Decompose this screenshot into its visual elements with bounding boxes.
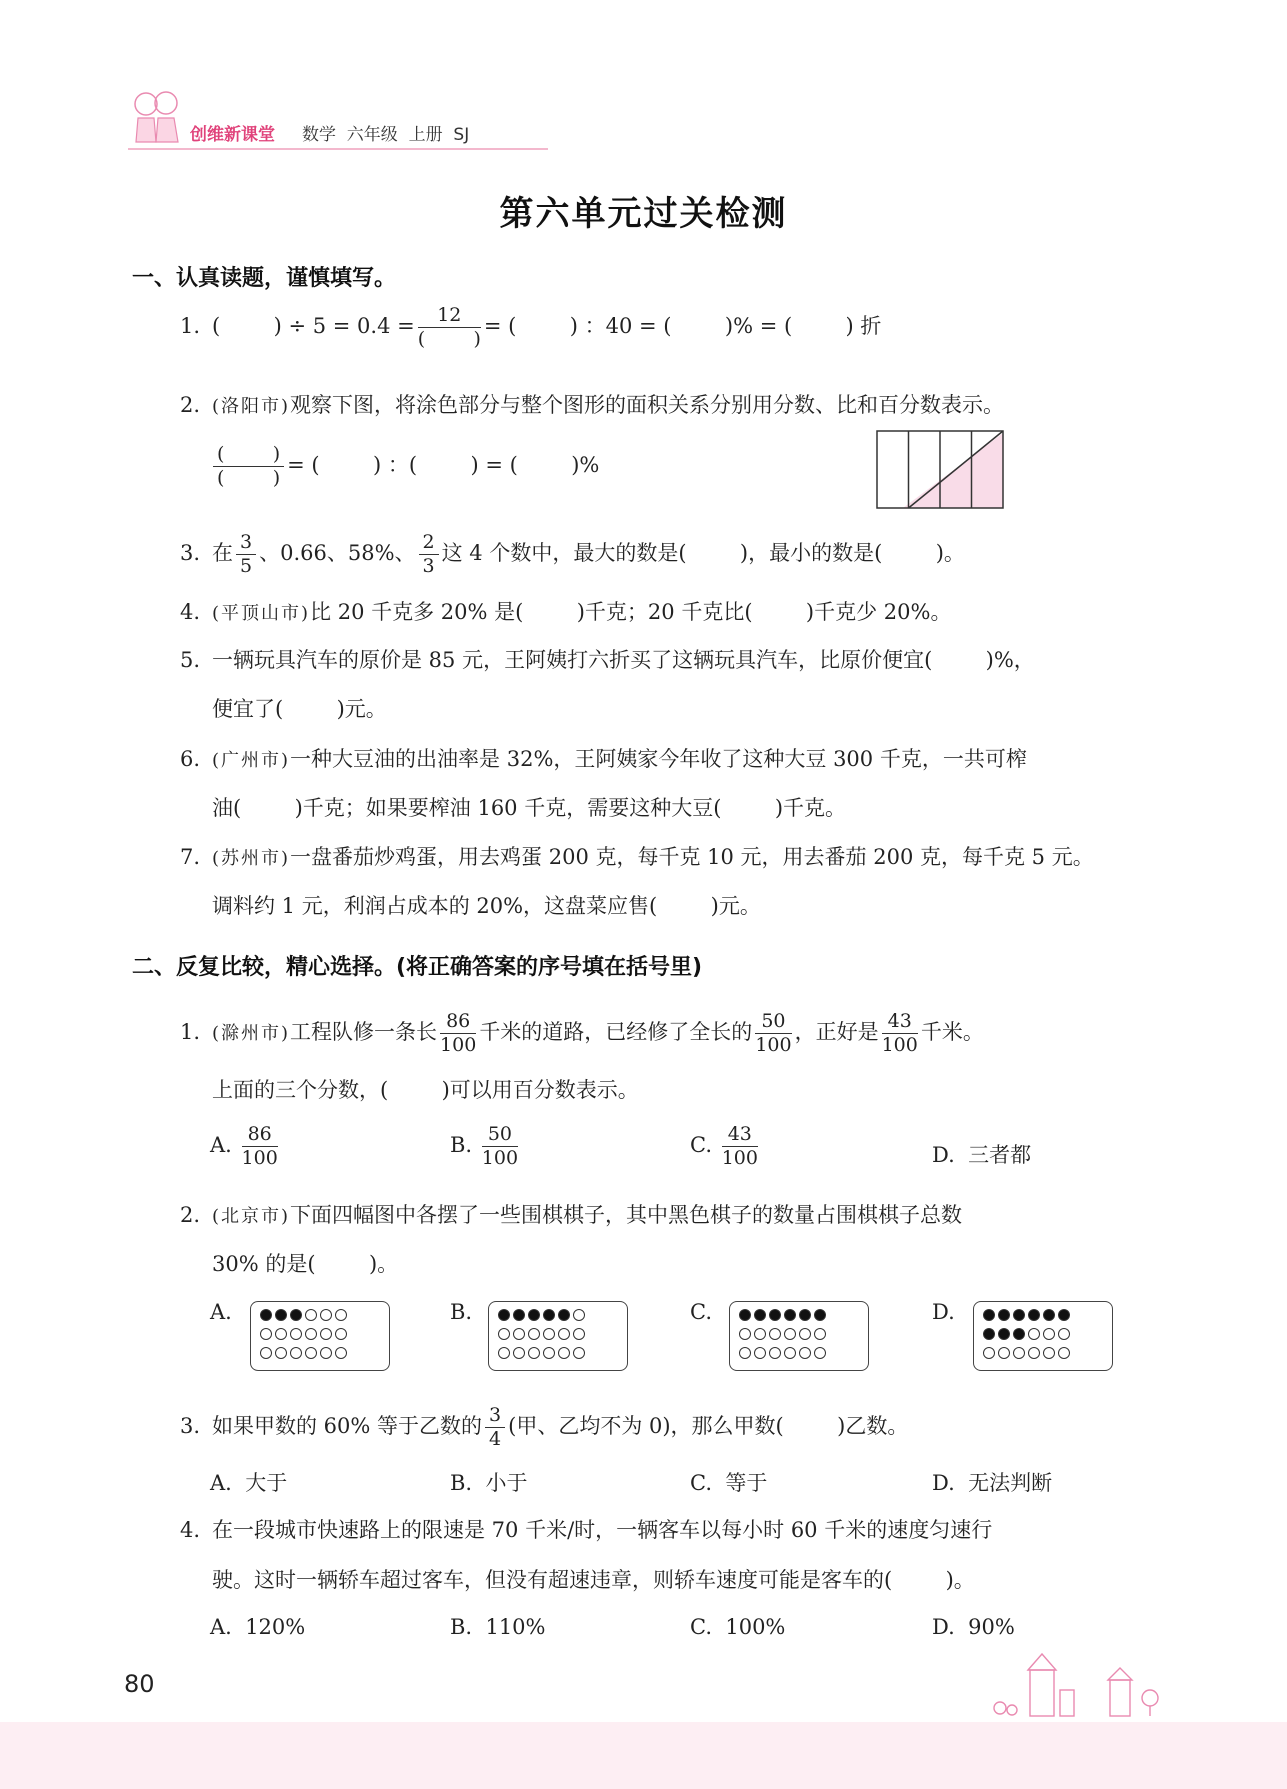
white-stone <box>528 1347 540 1359</box>
stone-row <box>739 1347 826 1363</box>
s1-q7-line2: 调料约 1 元，利润占成本的 20%，这盘菜应售( )元。 <box>212 894 761 918</box>
stone-row <box>498 1347 585 1363</box>
white-stone <box>558 1328 570 1340</box>
white-stone <box>1058 1347 1070 1359</box>
white-stone <box>998 1347 1010 1359</box>
black-stone <box>543 1309 555 1321</box>
white-stone <box>754 1328 766 1340</box>
question-source: (洛阳市) <box>212 396 291 417</box>
question-number: 6. <box>180 747 201 771</box>
stone-row <box>739 1328 826 1344</box>
s1-q5-line2: 便宜了( )元。 <box>212 697 387 721</box>
question-source: (平顶山市) <box>212 603 311 624</box>
section-2-heading: 二、反复比较，精心选择。(将正确答案的序号填在括号里) <box>132 955 703 980</box>
question-number: 4. <box>180 600 201 624</box>
white-stone <box>290 1347 302 1359</box>
question-source: (滁州市) <box>212 1023 291 1044</box>
fraction: $\frac{12}{( )}$ <box>417 304 481 350</box>
black-stone <box>558 1309 570 1321</box>
s1-q2: 2. (洛阳市)观察下图，将涂色部分与整个图形的面积关系分别用分数、比和百分数表示。 <box>180 390 1004 422</box>
question-number: 3. <box>180 1414 201 1438</box>
s2-q1-option-b[interactable]: B. $\frac{50}{100}$ <box>450 1123 519 1169</box>
white-stone <box>320 1347 332 1359</box>
s2-q3: 3. 如果甲数的 60% 等于乙数的 $\frac{3}{4}$ (甲、乙均不为 0)，那么甲数( )乙数。 <box>180 1404 909 1450</box>
black-stone <box>1013 1328 1025 1340</box>
black-stone <box>260 1309 272 1321</box>
black-stone <box>739 1309 751 1321</box>
page-title: 第六单元过关检测 <box>499 194 788 234</box>
s2-q4-option-b[interactable]: B. 110% <box>450 1615 546 1639</box>
s2-q2-option-b[interactable]: B. <box>450 1300 473 1324</box>
white-stone <box>739 1328 751 1340</box>
black-stone <box>769 1309 781 1321</box>
white-stone <box>335 1309 347 1321</box>
black-stone <box>784 1309 796 1321</box>
white-stone <box>739 1347 751 1359</box>
white-stone <box>305 1328 317 1340</box>
s2-q4-option-a[interactable]: A. 120% <box>210 1615 306 1639</box>
white-stone <box>573 1328 585 1340</box>
header-logo: 创维新课堂 <box>190 125 275 145</box>
stone-row <box>260 1347 347 1363</box>
question-source: (北京市) <box>212 1206 291 1227</box>
fraction: $\frac{86}{100}$ <box>440 1010 477 1056</box>
white-stone <box>498 1347 510 1359</box>
white-stone <box>814 1347 826 1359</box>
black-stone <box>1043 1309 1055 1321</box>
s1-q3: 3. 在 $\frac{3}{5}$ 、0.66、58%、 $\frac{2}{3}$ 这 4 个数中，最大的数是( )，最小的数是( )。 <box>180 531 965 577</box>
black-stone <box>275 1309 287 1321</box>
footer-castle-illustration <box>960 1650 1170 1720</box>
s2-q4: 4. 在一段城市快速路上的限速是 70 千米/时，一辆客车以每小时 60 千米的速度匀速行 <box>180 1515 992 1545</box>
black-stone <box>513 1309 525 1321</box>
question-number: 4. <box>180 1518 201 1542</box>
black-stone <box>998 1309 1010 1321</box>
stone-row <box>983 1347 1070 1363</box>
stone-row <box>983 1309 1070 1325</box>
s2-q3-option-a[interactable]: A. 大于 <box>210 1471 288 1495</box>
white-stone <box>573 1309 585 1321</box>
white-stone <box>769 1347 781 1359</box>
go-board-a <box>250 1301 390 1371</box>
white-stone <box>754 1347 766 1359</box>
black-stone <box>528 1309 540 1321</box>
question-source: (广州市) <box>212 750 291 771</box>
question-number: 7. <box>180 845 201 869</box>
s2-q4-line2: 驶。这时一辆轿车超过客车，但没有超速违章，则轿车速度可能是客车的( )。 <box>212 1568 975 1592</box>
white-stone <box>305 1347 317 1359</box>
s2-q4-option-d[interactable]: D. 90% <box>932 1615 1015 1639</box>
white-stone <box>260 1328 272 1340</box>
s2-q1-option-d[interactable]: D. 三者都 <box>932 1143 1032 1167</box>
white-stone <box>799 1328 811 1340</box>
section-1-heading: 一、认真读题，谨慎填写。 <box>132 266 397 291</box>
s2-q1-line2: 上面的三个分数，( )可以用百分数表示。 <box>212 1078 639 1102</box>
page-number: 80 <box>124 1670 155 1698</box>
white-stone <box>335 1347 347 1359</box>
white-stone <box>290 1328 302 1340</box>
question-number: 2. <box>180 1203 201 1227</box>
s2-q2-line2: 30% 的是( )。 <box>212 1252 399 1276</box>
fraction: $\frac{3}{5}$ <box>236 533 256 576</box>
stone-row <box>498 1309 585 1325</box>
s2-q1: 1. (滁州市)工程队修一条长 $\frac{86}{100}$ 千米的道路，已经修了全长的 $\frac{50}{100}$ ，正好是 $\frac{43}{100}$ 千米。 <box>180 1010 984 1056</box>
question-source: (苏州市) <box>212 848 291 869</box>
shaded-rectangle-figure <box>876 430 1006 510</box>
white-stone <box>335 1328 347 1340</box>
white-stone <box>498 1328 510 1340</box>
fraction: $\frac{43}{100}$ <box>881 1010 918 1056</box>
white-stone <box>1028 1347 1040 1359</box>
white-stone <box>1028 1328 1040 1340</box>
stone-row <box>983 1328 1070 1344</box>
white-stone <box>320 1309 332 1321</box>
black-stone <box>814 1309 826 1321</box>
white-stone <box>275 1347 287 1359</box>
go-board-d <box>973 1301 1113 1371</box>
header-illustration <box>128 88 184 150</box>
black-stone <box>290 1309 302 1321</box>
s1-q2-answer-line: $\frac{( )}{( )}$ = ( ) ：( ) = ( )% <box>210 445 599 488</box>
black-stone <box>498 1309 510 1321</box>
white-stone <box>1013 1347 1025 1359</box>
s1-q6-line2: 油( )千克；如果要榨油 160 千克，需要这种大豆( )千克。 <box>212 796 847 820</box>
white-stone <box>305 1309 317 1321</box>
stone-row <box>260 1328 347 1344</box>
s2-q2-option-a[interactable]: A. <box>210 1300 232 1324</box>
go-board-c <box>729 1301 869 1371</box>
fraction: $\frac{( )}{( )}$ <box>213 445 284 488</box>
white-stone <box>784 1347 796 1359</box>
white-stone <box>1058 1328 1070 1340</box>
white-stone <box>513 1347 525 1359</box>
white-stone <box>1043 1347 1055 1359</box>
header-book-info: 数学 六年级 上册 SJ <box>302 125 470 145</box>
white-stone <box>799 1347 811 1359</box>
black-stone <box>754 1309 766 1321</box>
white-stone <box>260 1347 272 1359</box>
white-stone <box>320 1328 332 1340</box>
white-stone <box>275 1328 287 1340</box>
s1-q4: 4. (平顶山市)比 20 千克多 20% 是( )千克；20 千克比( )千克少 20%。 <box>180 597 951 629</box>
white-stone <box>769 1328 781 1340</box>
black-stone <box>1028 1309 1040 1321</box>
s2-q3-option-b[interactable]: B. 小于 <box>450 1471 528 1495</box>
white-stone <box>513 1328 525 1340</box>
s2-q2: 2. (北京市)下面四幅图中各摆了一些围棋棋子，其中黑色棋子的数量占围棋棋子总数 <box>180 1200 962 1232</box>
stone-row <box>739 1309 826 1325</box>
question-number: 1. <box>180 1020 201 1044</box>
white-stone <box>814 1328 826 1340</box>
black-stone <box>1058 1309 1070 1321</box>
black-stone <box>799 1309 811 1321</box>
footer-band <box>0 1722 1287 1789</box>
black-stone <box>1013 1309 1025 1321</box>
s2-q2-option-c[interactable]: C. <box>690 1300 712 1324</box>
s2-q3-option-d[interactable]: D. 无法判断 <box>932 1471 1053 1495</box>
stone-row <box>498 1328 585 1344</box>
question-number: 1. <box>180 314 201 338</box>
s2-q3-option-c[interactable]: C. 等于 <box>690 1471 768 1495</box>
white-stone <box>528 1328 540 1340</box>
s1-q1: 1. ( ) ÷ 5 = 0.4 = $\frac{12}{( )}$ = ( ) ：40 = ( )% = ( ) 折 <box>180 304 882 350</box>
header-divider <box>128 148 548 150</box>
white-stone <box>573 1347 585 1359</box>
white-stone <box>784 1328 796 1340</box>
white-stone <box>1043 1328 1055 1340</box>
white-stone <box>983 1347 995 1359</box>
question-number: 2. <box>180 393 201 417</box>
s2-q2-option-d[interactable]: D. <box>932 1300 955 1324</box>
black-stone <box>983 1309 995 1321</box>
white-stone <box>543 1328 555 1340</box>
black-stone <box>983 1328 995 1340</box>
white-stone <box>543 1347 555 1359</box>
s2-q4-option-c[interactable]: C. 100% <box>690 1615 786 1639</box>
fraction: $\frac{3}{4}$ <box>485 1406 505 1449</box>
go-board-b <box>488 1301 628 1371</box>
fraction: $\frac{2}{3}$ <box>419 533 439 576</box>
black-stone <box>998 1328 1010 1340</box>
s1-q7: 7. (苏州市)一盘番茄炒鸡蛋，用去鸡蛋 200 克，每千克 10 元，用去番茄 200 克，每千克 5 元。 <box>180 842 1094 874</box>
s1-q6: 6. (广州市)一种大豆油的出油率是 32%，王阿姨家今年收了这种大豆 300 千克，一共可榨 <box>180 744 1027 776</box>
s2-q1-option-a[interactable]: A. $\frac{86}{100}$ <box>210 1123 278 1169</box>
s1-q5: 5. 一辆玩具汽车的原价是 85 元，王阿姨打六折买了这辆玩具汽车，比原价便宜( )%， <box>180 645 1035 675</box>
s2-q1-option-c[interactable]: C. $\frac{43}{100}$ <box>690 1123 758 1169</box>
fraction: $\frac{50}{100}$ <box>755 1010 792 1056</box>
white-stone <box>558 1347 570 1359</box>
question-number: 3. <box>180 541 201 565</box>
question-number: 5. <box>180 648 201 672</box>
stone-row <box>260 1309 347 1325</box>
